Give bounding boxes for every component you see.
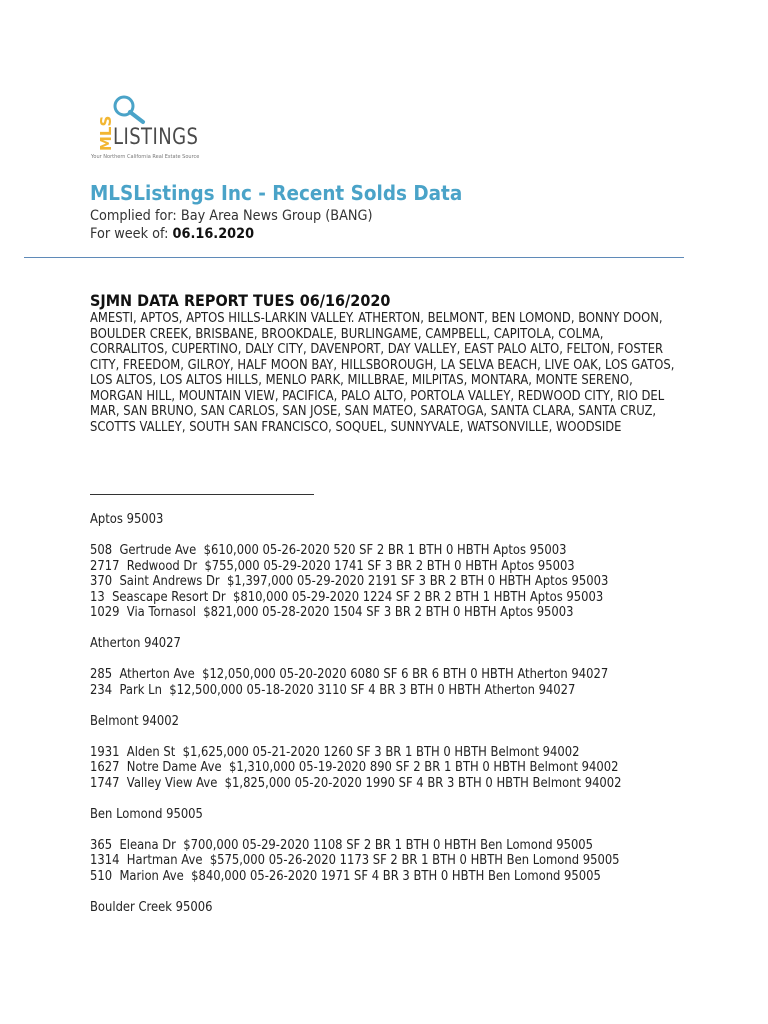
week-value: 06.16.2020 xyxy=(172,226,255,242)
listings-block xyxy=(90,512,622,931)
listing-row: 285 Atherton Ave $12,050,000 05-20-2020 6080 SF 6 BR 6 BTH 0 HBTH Atherton 94027 xyxy=(90,667,609,682)
section-underline xyxy=(90,494,314,495)
header-divider xyxy=(24,257,684,258)
spacer xyxy=(90,822,622,838)
spacer xyxy=(90,652,622,668)
area-heading: Boulder Creek 95006 xyxy=(90,899,213,915)
city-list: AMESTI, APTOS, APTOS HILLS-LARKIN VALLEY. ATHERTON, BELMONT, BEN LOMOND, BONNY DOON, BOULDER CREEK, BRISBANE, BROOKDALE, BURLINGAME, CAMPBELL, CAPITOLA, COLMA, CORRALITOS, CUPERTINO, DALY CITY, DAVENPORT, DAY VALLEY, EAST PALO ALTO, FELTON, FOSTER CITY, FREEDOM, GILROY, HALF MOON BAY, HILLSBOROUGH, LA SELVA BEACH, LIVE OAK, LOS GATOS, LOS ALTOS, LOS ALTOS HILLS, MENLO PARK, MILLBRAE, MILPITAS, MONTARA, MONTE SERENO, MORGAN HILL, MOUNTAIN VIEW, PACIFICA, PALO ALTO, PORTOLA VALLEY, REDWOOD CITY, RIO DEL MAR, SAN BRUNO, SAN CARLOS, SAN JOSE, SAN MATEO, SARATOGA, SANTA CLARA, SANTA CRUZ, SCOTTS VALLEY, SOUTH SAN FRANCISCO, SOQUEL, SUNNYVALE, WATSONVILLE, WOODSIDE xyxy=(90,311,675,435)
listing-row: 1747 Valley View Ave $1,825,000 05-20-2020 1990 SF 4 BR 3 BTH 0 HBTH Belmont 94002 xyxy=(90,775,622,791)
listing-row: 13 Seascape Resort Dr $810,000 05-29-2020 1224 SF 2 BR 2 BTH 1 HBTH Aptos 95003 xyxy=(90,589,604,605)
week-label: For week of: xyxy=(90,226,173,242)
listing-row: 234 Park Ln $12,500,000 05-18-2020 3110 SF 4 BR 3 BTH 0 HBTH Atherton 94027 xyxy=(90,682,576,698)
area-heading: Belmont 94002 xyxy=(90,713,179,729)
spacer xyxy=(90,528,622,544)
listing-row: 510 Marion Ave $840,000 05-26-2020 1971 SF 4 BR 3 BTH 0 HBTH Ben Lomond 95005 xyxy=(90,868,601,884)
page-title: MLSListings Inc - Recent Solds Data xyxy=(90,181,463,205)
spacer xyxy=(90,884,622,900)
area-heading: Aptos 95003 xyxy=(90,512,164,527)
listing-row: 1029 Via Tornasol $821,000 05-28-2020 1504 SF 3 BR 2 BTH 0 HBTH Aptos 95003 xyxy=(90,605,574,620)
logo-tagline: Your Northern California Real Estate Source xyxy=(91,154,200,160)
listing-row: 2717 Redwood Dr $755,000 05-29-2020 1741 SF 3 BR 2 BTH 0 HBTH Aptos 95003 xyxy=(90,558,575,574)
listing-row: 1314 Hartman Ave $575,000 05-26-2020 1173 SF 2 BR 1 BTH 0 HBTH Ben Lomond 95005 xyxy=(90,853,620,868)
week-of xyxy=(90,226,254,242)
report-title: SJMN DATA REPORT TUES 06/16/2020 xyxy=(90,291,391,310)
logo-vertical-text: MLS xyxy=(97,115,115,151)
spacer xyxy=(90,621,622,637)
listing-row: 370 Saint Andrews Dr $1,397,000 05-29-2020 2191 SF 3 BR 2 BTH 0 HBTH Aptos 95003 xyxy=(90,574,609,589)
spacer xyxy=(90,915,622,931)
spacer xyxy=(90,729,622,745)
spacer xyxy=(90,791,622,807)
logo-wordmark: LISTINGS xyxy=(113,125,199,150)
listing-row: 508 Gertrude Ave $610,000 05-26-2020 520 SF 2 BR 1 BTH 0 HBTH Aptos 95003 xyxy=(90,543,567,558)
area-heading: Ben Lomond 95005 xyxy=(90,806,203,822)
mlslistings-logo xyxy=(91,93,211,163)
area-heading: Atherton 94027 xyxy=(90,636,181,651)
listing-row: 1931 Alden St $1,625,000 05-21-2020 1260 SF 3 BR 1 BTH 0 HBTH Belmont 94002 xyxy=(90,744,580,760)
spacer xyxy=(90,698,622,714)
listing-row: 1627 Notre Dame Ave $1,310,000 05-19-2020 890 SF 2 BR 1 BTH 0 HBTH Belmont 94002 xyxy=(90,760,619,775)
listing-row: 365 Eleana Dr $700,000 05-29-2020 1108 SF 2 BR 1 BTH 0 HBTH Ben Lomond 95005 xyxy=(90,837,594,853)
compiled-for: Complied for: Bay Area News Group (BANG) xyxy=(90,208,373,224)
